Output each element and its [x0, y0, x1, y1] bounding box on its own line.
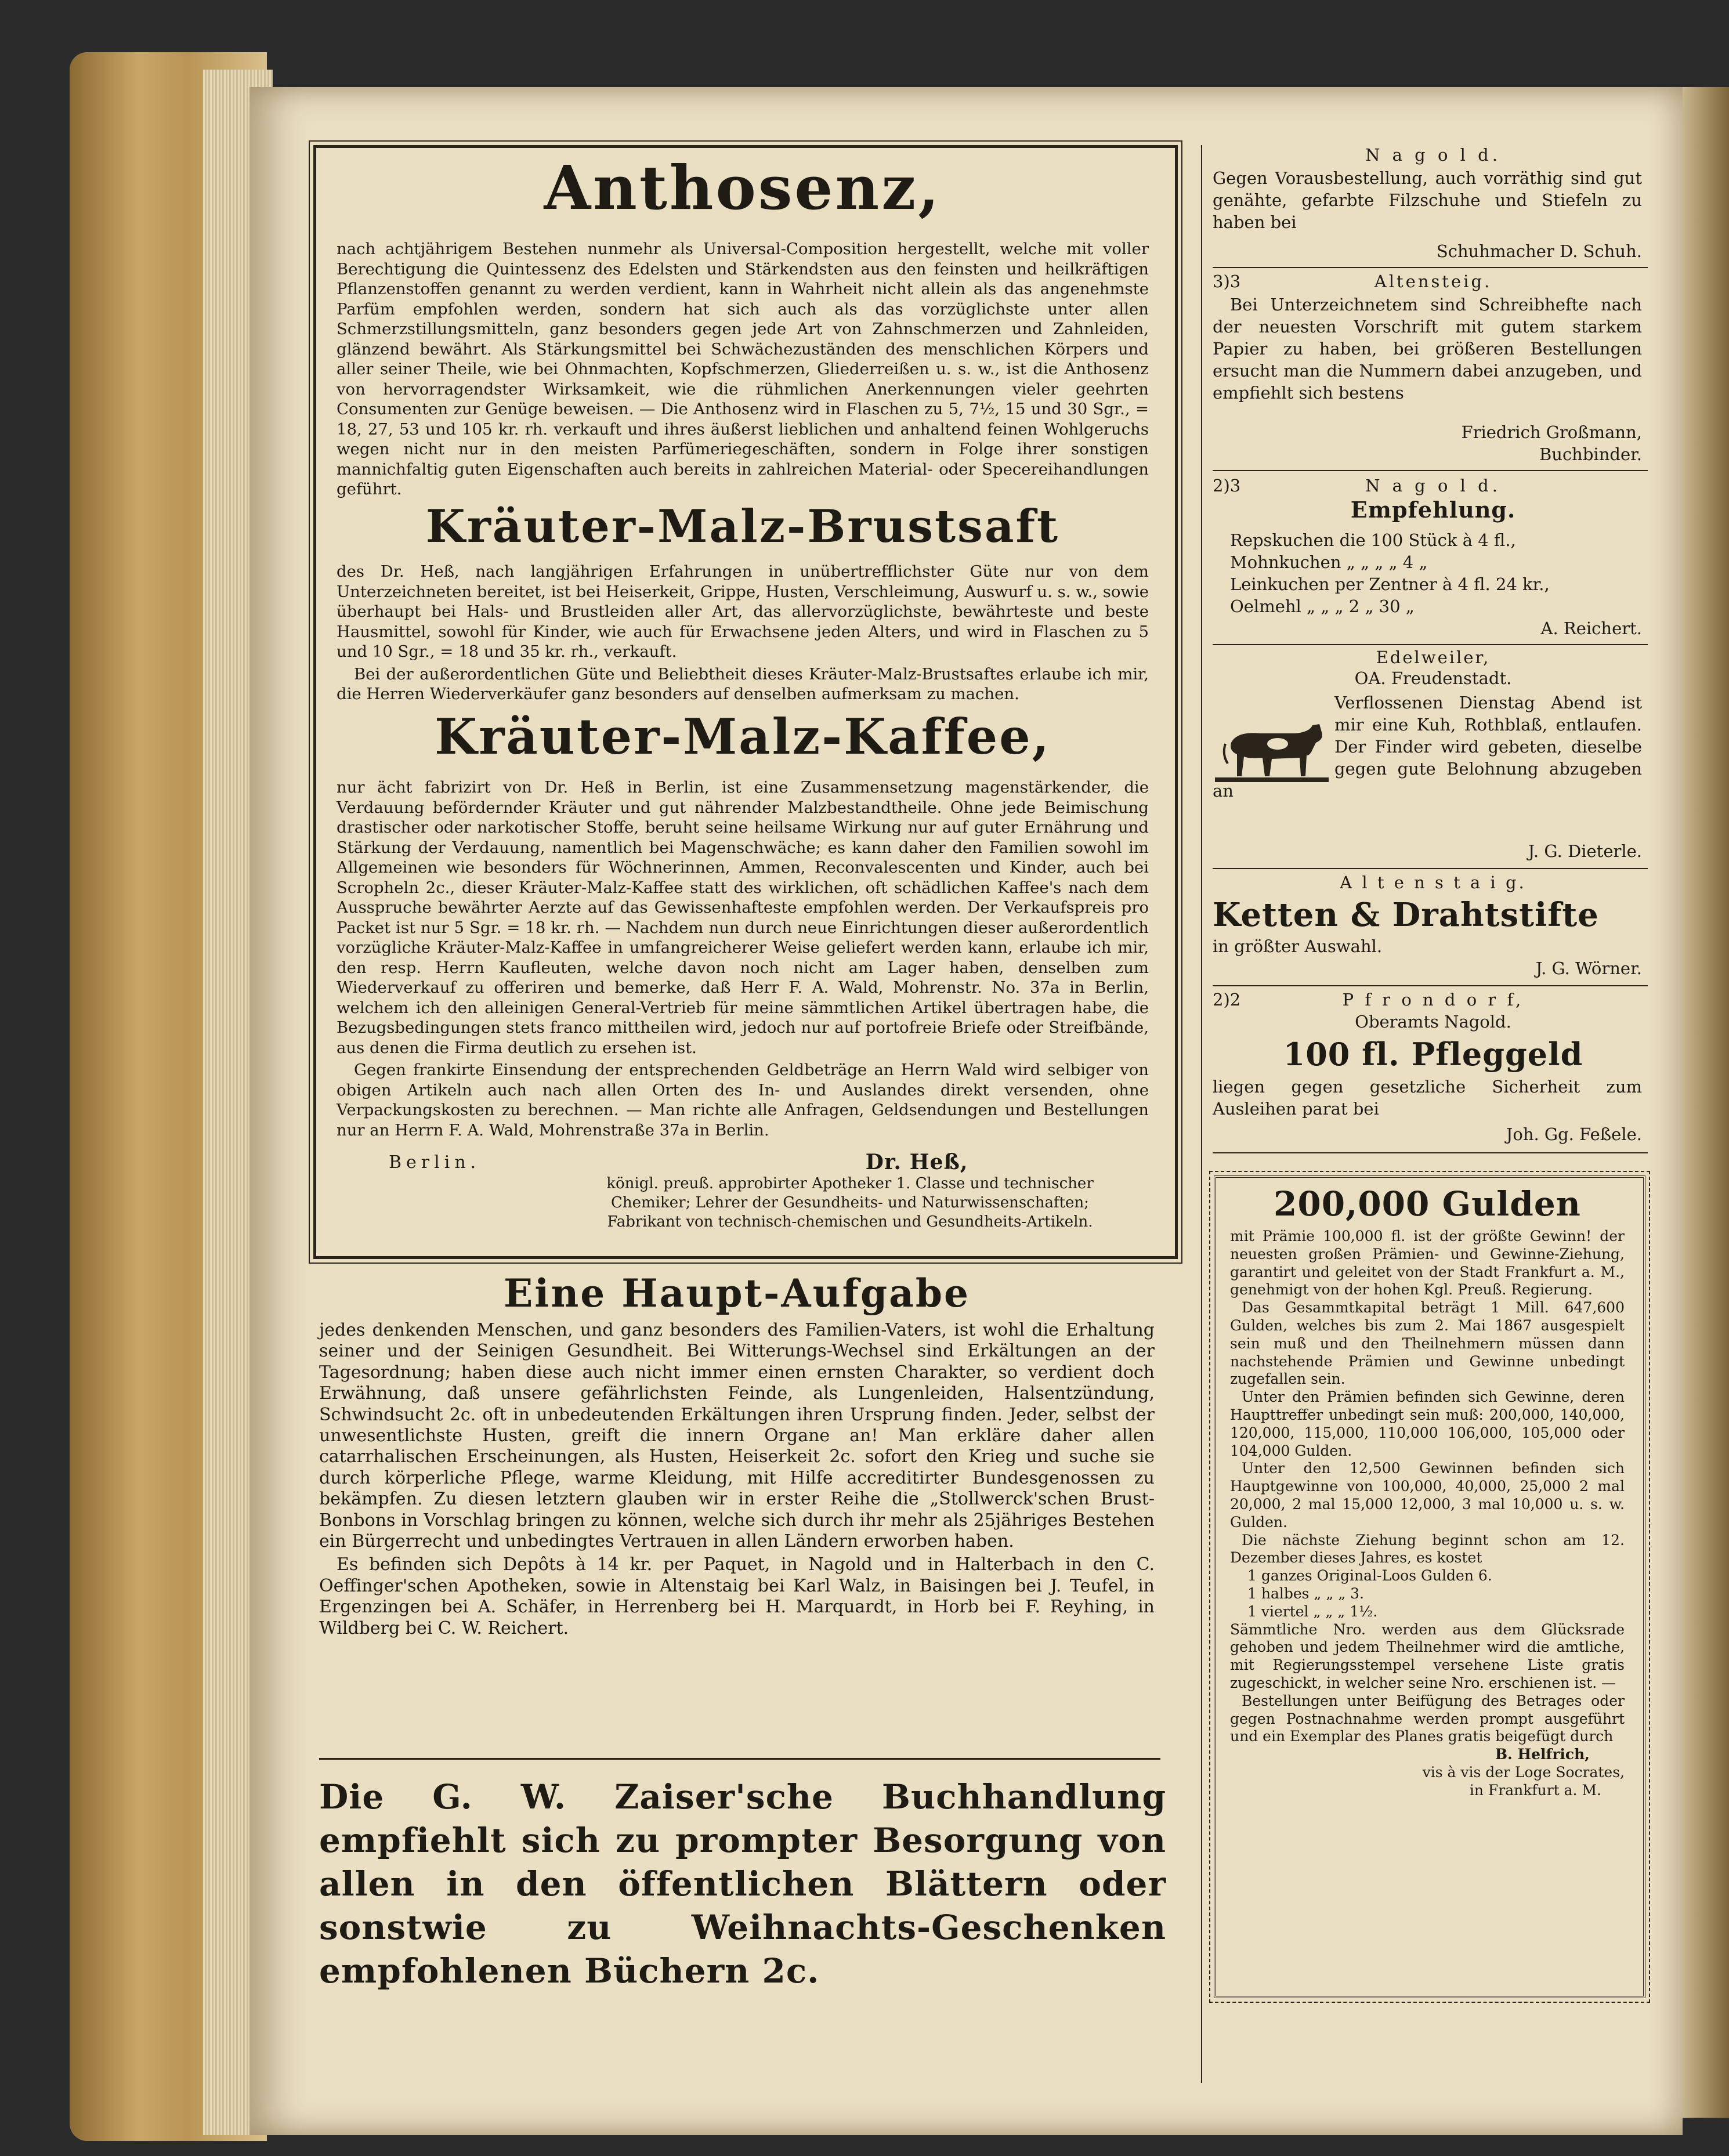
ad-pfrondorf-mark: 2)2 — [1213, 990, 1241, 1010]
cow-woodcut-spacer — [1213, 692, 1334, 779]
brustsaft-text: des Dr. Heß, nach langjährigen Erfahrungen in unübertrefflichster Güte nur von dem Unterzeichneten bereitet, ist bei Heiserkeit, Grippe, Husten, Verschleimung, Auswurf u. s. w., sowie überhaupt bei Hals- und Brustleiden aller Art, das allervorzüglichste, bewährteste und beste Hausmittel, sowohl für Kinder, wie auch für Erwachsene jeden Alters, und wird in Flaschen zu 5 und 10 Sgr., = 18 und 35 kr. rh., verkauft. Bei der außerordentlichen Güte und Beliebtheit dieses Kräuter-Malz-Brustsaftes erlaube ich mir, die Herren Wiederverkäufer ganz besonders auf denselben aufmerksam zu machen. — [337, 562, 1149, 703]
ad-edelweiler-place: Edelweiler, — [1376, 647, 1491, 667]
place-berlin: Berlin. — [389, 1152, 481, 1173]
divider-1 — [1213, 267, 1648, 268]
ad-nagold2-sig: A. Reichert. — [1540, 618, 1642, 638]
ad-nagold-shoes-sig: Schuhmacher D. Schuh. — [1436, 241, 1642, 261]
ad-nagold2-row-1: Repskuchen die 100 Stück à 4 fl., — [1230, 530, 1516, 550]
facing-page-edge — [1677, 87, 1729, 2118]
ad-nagold-shoes-text: Gegen Vorausbestellung, auch vorräthig sind gut genähte, gefarbte Filzschuhe und Stiefeln zu haben bei — [1213, 168, 1642, 232]
divider-5 — [1213, 985, 1648, 986]
lottery-price-row-1: 1 ganzes Original-Loos Gulden 6. — [1247, 1567, 1492, 1585]
anthosenz-text: nach achtjährigem Bestehen nunmehr als Universal-Composition hergestellt, welche mit voller Berechtigung die Quintessenz des Edelsten und Stärkendsten aus den feinsten und heilkräftigen Pflanzenstoffen genannt zu werden verdient, kann in Wahrheit nicht allein als das angenehmste Parfüm empfohlen werden, sondern hat sich auch als das vorzüglichste unter allen Schmerzstillungsmitteln, ganz besonders gegen jede Art von Zahnschmerzen und Zahnleiden, glänzend bewährt. Als Stärkungsmittel bei Schwächezuständen des menschlichen Körpers und aller seiner Theile, wie bei Ohnmachten, Kopfschmerzen, Gliederreißen u. s. w., ist die Anthosenz von hervorragendster Wirksamkeit, wie die rühmlichen Anerkennungen vieler geehrten Consumenten zur Genüge beweisen. — Die Anthosenz wird in Flaschen zu 5, 7½, 15 und 30 Sgr., = 18, 27, 53 und 105 kr. rh. verkauft und ihres äußerst lieblichen und anhaltend feinen Wohlgeruchs wegen nicht nur in den meisten Parfümeriegeschäften, sondern in Folge ihrer sonstigen mannichfaltig guten Eigenschaften auch bereits in zahlreichen Material- oder Specereihandlungen geführt. — [337, 240, 1149, 498]
ad-altensteig-mark: 3)3 — [1213, 272, 1241, 291]
ad-edelweiler-text — [1213, 692, 1642, 802]
ad-nagold2-place: N a g o l d. — [1365, 476, 1501, 495]
lottery-price-row-2: 1 halbes „ „ „ 3. — [1247, 1585, 1364, 1602]
ad-altensteig-sig1: Friedrich Großmann, — [1461, 422, 1642, 442]
ad-altensteig-sig2: Buchbinder. — [1539, 444, 1642, 464]
ad-altensteig-text: Bei Unterzeichnetem sind Schreibhefte nach der neuesten Vorschrift mit gutem starkem Papier zu haben, bei größeren Bestellungen ersucht man die Nummern dabei anzugeben, und empfiehlt sich bestens — [1213, 295, 1642, 403]
ad-nagold2-row-2: Mohnkuchen „ „ „ „ 4 „ — [1230, 552, 1428, 572]
zaiser-buchhandlung-ad: Die G. W. Zaiser'sche Buchhandlung empfiehlt sich zu prompter Besorgung von allen in den öffentlichen Blättern oder sonstwie zu Weihnachts-Geschenken empfohlenen Büchern 2c. — [319, 1777, 1166, 1991]
divider-4 — [1213, 868, 1648, 869]
kaffee-title: Kräuter-Malz-Kaffee, — [435, 708, 1051, 765]
ad-pfrondorf-sub: Oberamts Nagold. — [1355, 1012, 1511, 1032]
divider-left-bottom — [319, 1758, 1160, 1760]
lottery-head: 200,000 Gulden — [1274, 1184, 1581, 1224]
ad-pfleggeld-head: 100 fl. Pfleggeld — [1283, 1036, 1583, 1073]
haupt-aufgabe-title: Eine Haupt-Aufgabe — [503, 1271, 971, 1316]
ad-nagold2-mark: 2)3 — [1213, 476, 1241, 495]
ad-ketten-sig: J. G. Wörner. — [1535, 958, 1642, 978]
newspaper-page — [249, 87, 1683, 2135]
divider-6 — [1213, 1152, 1648, 1153]
lottery-body: mit Prämie 100,000 fl. ist der größte Gewinn! der neuesten großen Prämien- und Gewinne-Ziehung, garantirt und geleitet von der Stadt Frankfurt a. M., genehmigt von der hohen Kgl. Preuß. Regierung. Das Gesammtkapital beträgt 1 Mill. 647,600 Gulden, welches bis zum 2. Mai 1867 ausgespielt sein muß und den Theilnehmern müssen dann nachstehende Prämien und Gewinne unbedingt zugefallen sein. Unter den Prämien befinden sich Gewinne, deren Haupttreffer unbedingt sein muß: 200,000, 140,000, 120,000, 115,000, 110,000 106,000, 105,000 oder 104,000 Gulden. Unter den 12,500 Gewinnen befinden sich Hauptgewinne von 100,000, 40,000, 25,000 2 mal 20,000, 2 mal 15,000 12,000, 3 mal 10,000 u. s. w. Gulden. Die nächste Ziehung beginnt schon am 12. Dezember dieses Jahres, es kostet 1 ganzes Original-Loos Gulden 6. 1 halbes „ „ „ 3. 1 viertel „ „ „ 1½. Sämmtliche Nro. werden aus dem Glücksrade gehoben und jedem Theilnehmer wird die amtliche, mit Regierungsstempel versehene Liste gratis zugeschickt, in welcher seine Nro. erschienen ist. — Bestellungen unter Beifügung des Betrages oder gegen Postnachnahme werden prompt ausgeführt und ein Exemplar des Planes gratis beigefügt durch B. Helfrich, vis à vis der Loge Socrates, in Frankfurt a. M. — [1230, 1228, 1625, 1799]
ad-nagold2-head: Empfehlung. — [1350, 497, 1516, 523]
signer-name: Dr. Heß, — [865, 1150, 968, 1174]
ad-pfleggeld-sig: Joh. Gg. Feßele. — [1506, 1124, 1642, 1144]
ad-edelweiler-sub: OA. Freudenstadt. — [1354, 668, 1512, 688]
ad-edelweiler-sig: J. G. Dieterle. — [1528, 841, 1642, 861]
divider-3 — [1213, 644, 1648, 645]
ad-pfleggeld-text: liegen gegen gesetzliche Sicherheit zum Ausleihen parat bei — [1213, 1077, 1642, 1119]
brustsaft-title: Kräuter-Malz-Brustsaft — [425, 500, 1060, 553]
ad-ketten-text: in größter Auswahl. — [1213, 936, 1383, 956]
ad-nagold2-row-4: Oelmehl „ „ „ 2 „ 30 „ — [1230, 596, 1415, 616]
ad-nagold2-row-3: Leinkuchen per Zentner à 4 fl. 24 kr., — [1230, 574, 1550, 594]
ad-pfrondorf-place: P f r o n d o r f, — [1342, 990, 1524, 1010]
ad-nagold-place: N a g o l d. — [1365, 145, 1501, 165]
signer-title: königl. preuß. approbirter Apotheker 1. Classe und technischer Chemiker; Lehrer der Gesundheits- und Naturwissenschaften; Fabrikant von technisch-chemischen und Gesundheits-Artikeln. — [606, 1175, 1094, 1231]
haupt-aufgabe-text: jedes denkenden Menschen, und ganz besonders des Familien-Vaters, ist wohl die Erhaltung seiner und der Seinigen Gesundheit. Bei Witterungs-Wechsel sind Erkältungen an der Tagesordnung; haben diese auch nicht immer einen ernsten Charakter, so verdient doch Erwähnung, daß unsere gefährlichsten Feinde, als Lungenleiden, Halsentzündung, Schwindsucht 2c. oft in unbedeutenden Erkältungen ihren Ursprung finden. Jeder, selbst der unwesentlichste Husten, greift die innern Organe an! Man erkläre daher allen catarrhalischen Erscheinungen, als Husten, Heiserkeit 2c. sofort den Krieg und suche sie durch körperliche Pflege, warme Kleidung, mit Hilfe accreditirter Bundesgenossen zu bekämpfen. Zu diesen letztern glauben wir in erster Reihe die „Stollwerck'schen Brust-Bonbons in Vorschlag bringen zu können, welche sich durch ihr mehr als 25jähriges Bestehen ein Bürgerrecht und unbedingtes Vertrauen in allen Ländern erworben haben. Es befinden sich Depôts à 14 kr. per Paquet, in Nagold und in Halterbach in den C. Oeffinger'schen Apotheken, sowie in Altenstaig bei Karl Walz, in Baisingen bei J. Teufel, in Ergenzingen bei A. Schäfer, in Herrenberg bei H. Marquardt, in Horb bei F. Reyhing, in Wildberg bei C. W. Reichert. — [319, 1320, 1155, 1638]
ad-altensteig2-place: A l t e n s t a i g. — [1340, 873, 1527, 892]
column-divider — [1201, 145, 1202, 2083]
anthosenz-title: Anthosenz, — [544, 152, 942, 223]
ad-edelweiler-text-content: Verflossenen Dienstag Abend ist mir eine Kuh, Rothblaß, entlaufen. Der Finder wird gebeten, dieselbe gegen gute Belohnung abzugeben an — [1213, 693, 1642, 801]
ad-altensteig-place: Altensteig. — [1374, 272, 1492, 291]
lottery-price-row-3: 1 viertel „ „ „ 1½. — [1247, 1602, 1378, 1620]
divider-2 — [1213, 470, 1648, 471]
ad-ketten-head: Ketten & Drahtstifte — [1213, 896, 1599, 934]
kaffee-text: nur ächt fabrizirt von Dr. Heß in Berlin, ist eine Zusammensetzung magenstärkender, die Verdauung befördernder Kräuter und gut nährender Malzbestandtheile. Ohne jede Beimischung drastischer oder narkotischer Stoffe, beruht seine heilsame Wirkung nur auf guter Ernährung und Stärkung der Verdauung, namentlich bei Magenschwäche; es kann daher den Familien sowohl im Allgemeinen wie besonders für Wöchnerinnen, Ammen, Reconvalescenten und Kinder, auch bei Scropheln 2c., dieser Kräuter-Malz-Kaffee statt des wirklichen, oft schädlichen Kaffee's nach dem Ausspruche bewährter Aerzte auf das Gewissenhafteste empfohlen werden. Der Verkaufspreis pro Packet ist nur 5 Sgr. = 18 kr. rh. — Nachdem nun durch neue Einrichtungen dieser außerordentlich vorzügliche Kräuter-Malz-Kaffee in umfangreicherer Weise geliefert werden kann, erlaube ich mir, den resp. Herrn Kaufleuten, welche davon noch nicht am Lager haben, denselben zum Wiederverkauf zu offeriren und bemerke, daß Herr F. A. Wald, Mohrenstr. No. 37a in Berlin, welchem ich den alleinigen General-Vertrieb für meine sämmtlichen Artikel übertragen habe, die Bezugsbedingungen stets franco mittheilen wird, jedoch nur auf portofreie Briefe oder Streifbände, aus denen die Firma deutlich zu ersehen ist. Gegen frankirte Einsendung der entsprechenden Geldbeträge an Herrn Wald wird selbiger von obigen Artikeln auch nach allen Orten des In- und Auslandes direkt versenden, ohne Verpackungskosten zu berechnen. — Man richte alle Anfragen, Geldsendungen und Bestellungen nur an Herrn F. A. Wald, Mohrenstraße 37a in Berlin. — [337, 778, 1149, 1140]
